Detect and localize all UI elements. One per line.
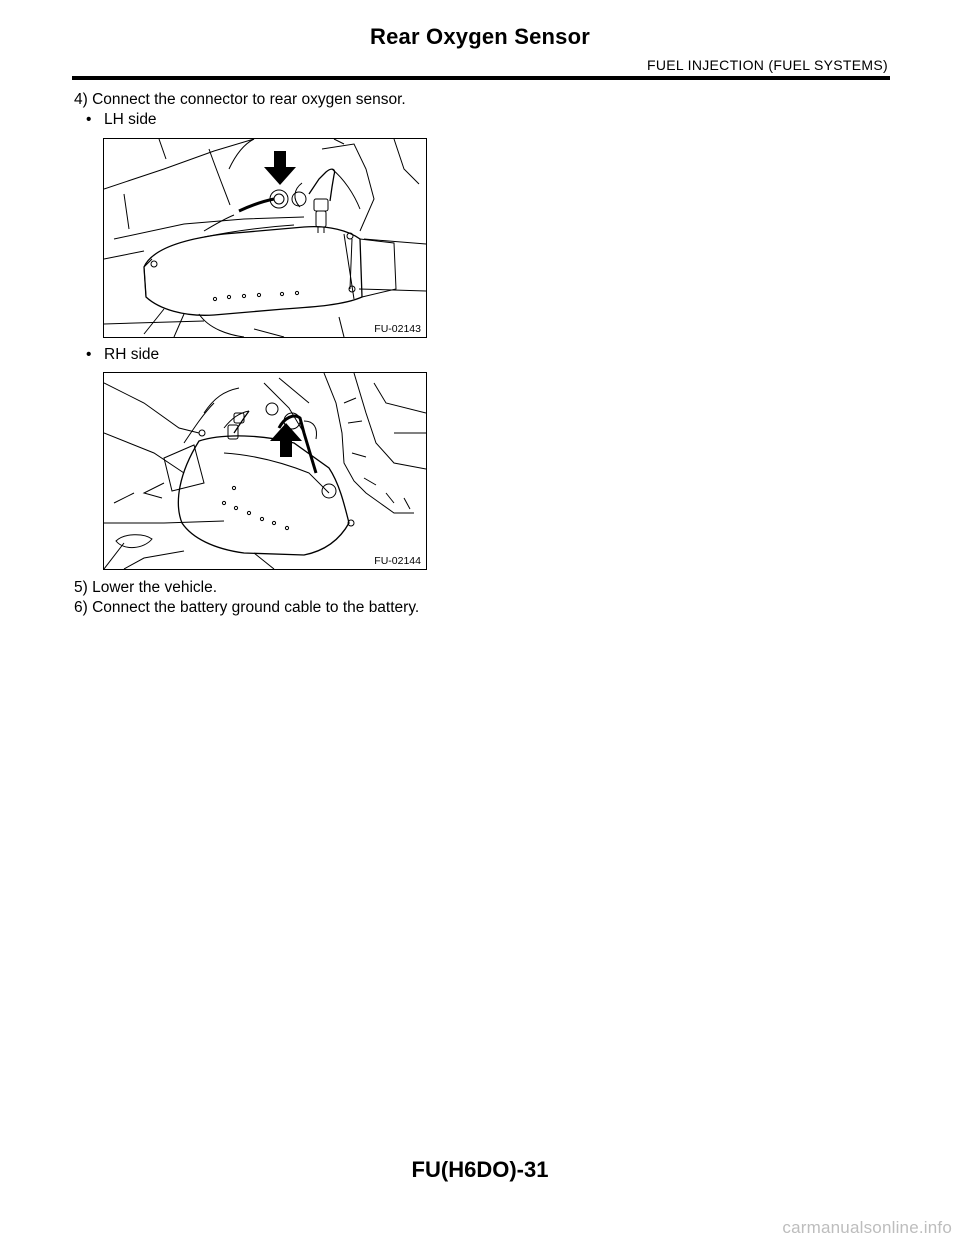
figure-rh-side xyxy=(103,372,427,570)
bullet-rh-side xyxy=(86,345,159,365)
step-5-text: 5) Lower the vehicle. xyxy=(74,579,218,596)
bullet-dot: • xyxy=(86,111,92,128)
bullet-lh-side xyxy=(86,110,157,130)
figure-lh-side xyxy=(103,138,427,338)
header-rule xyxy=(72,76,890,80)
step-4-text: 4) Connect the connector to rear oxygen sensor. xyxy=(74,91,406,108)
page-footer-id: FU(H6DO)-31 xyxy=(411,1157,549,1182)
figure-code-lh: FU-02143 xyxy=(374,323,421,335)
watermark-text: carmanualsonline.info xyxy=(782,1218,952,1237)
page-title: Rear Oxygen Sensor xyxy=(369,24,591,49)
figure-code-rh: FU-02144 xyxy=(374,555,421,567)
bullet-rh-label: RH side xyxy=(104,346,160,363)
bullet-lh-label: LH side xyxy=(104,111,157,128)
rh-side-illustration xyxy=(104,373,426,569)
section-heading: FUEL INJECTION (FUEL SYSTEMS) xyxy=(646,57,888,73)
bullet-dot: • xyxy=(86,346,92,363)
step-6-text: 6) Connect the battery ground cable to the battery. xyxy=(74,599,420,616)
lh-side-illustration xyxy=(104,139,426,337)
